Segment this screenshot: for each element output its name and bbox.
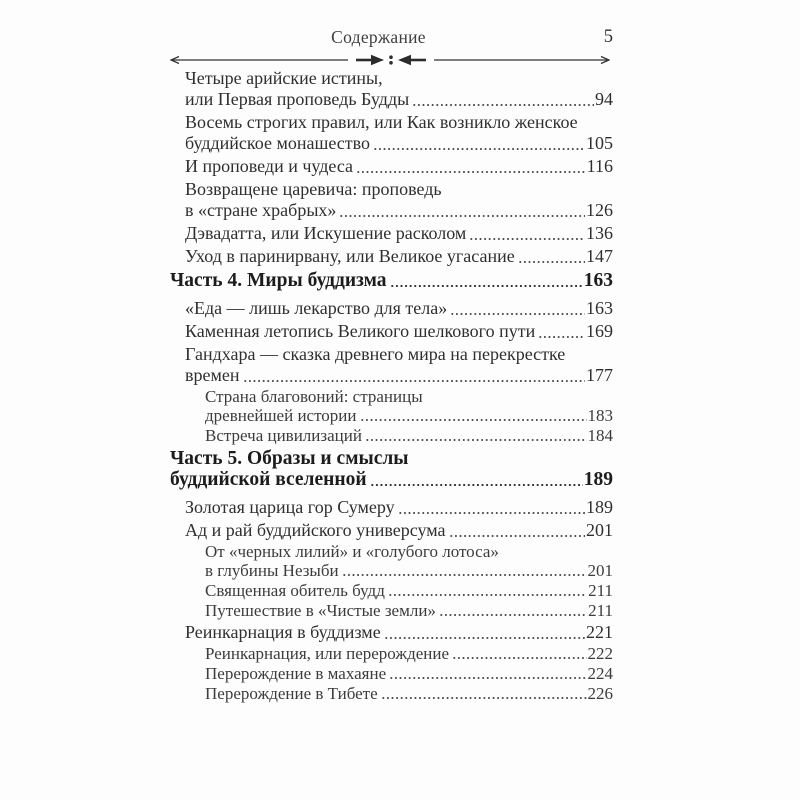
dot-leader xyxy=(365,439,587,441)
toc-entry-title-line: Возвращене царевича: проповедь xyxy=(185,179,442,199)
toc-entry-page-number: 147 xyxy=(586,246,613,266)
toc-entry-page-number: 201 xyxy=(587,561,613,580)
toc-entry xyxy=(205,684,613,703)
toc-entry-last-line xyxy=(185,246,613,267)
toc-entry-page-number: 126 xyxy=(586,200,613,220)
toc-entry-title: Священная обитель будд xyxy=(205,581,385,600)
page-title: Содержание xyxy=(331,27,426,47)
toc-entry-title: «Еда — лишь лекарство для тела» xyxy=(185,298,448,318)
toc-entry xyxy=(185,520,613,541)
toc-entry-title: или Первая проповедь Будды xyxy=(185,89,410,109)
dot-leader xyxy=(390,285,583,287)
toc-entry-page-number: 201 xyxy=(586,520,613,540)
toc-entry-page-number: 136 xyxy=(586,223,613,243)
toc-entry-page-number: 226 xyxy=(587,684,613,703)
toc-entry-title-line: Четыре арийские истины, xyxy=(185,68,383,88)
toc-entry-last-line xyxy=(205,581,613,600)
toc-entry xyxy=(185,622,613,643)
toc-entry-page-number: 224 xyxy=(587,664,613,683)
toc-entry-last-line xyxy=(205,426,613,445)
toc-entry xyxy=(205,542,613,580)
toc-entry-title: Перерождение в махаяне xyxy=(205,664,387,683)
dot-leader xyxy=(384,637,585,639)
running-header xyxy=(170,27,613,51)
header-divider xyxy=(170,52,610,68)
toc-entry-last-line xyxy=(185,497,613,518)
dot-leader xyxy=(356,171,586,173)
toc-entry-page-number: 222 xyxy=(587,644,613,663)
toc-entry-last-line xyxy=(170,469,613,490)
toc-entry xyxy=(185,344,613,386)
toc-entry-title: И проповеди и чудеса xyxy=(185,156,354,176)
dot-leader xyxy=(370,484,583,486)
toc-entry-page-number: 183 xyxy=(587,406,613,425)
toc-entry-last-line xyxy=(185,520,613,541)
toc-entry-title-line: Страна благовоний: страницы xyxy=(205,387,423,406)
toc-entry-last-line xyxy=(185,223,613,244)
toc-entry xyxy=(185,179,613,221)
toc-entry-title: времен xyxy=(185,365,240,385)
toc-entry-title: Ад и рай буддийского универсума xyxy=(185,520,446,540)
toc-entry-page-number: 189 xyxy=(583,469,613,490)
dot-leader xyxy=(381,697,587,699)
toc-entry-last-line xyxy=(205,561,613,580)
toc-entry xyxy=(205,387,613,425)
toc-entry-title: Путешествие в «Чистые земли» xyxy=(205,601,436,620)
toc-entry-last-line xyxy=(205,644,613,663)
toc-entry xyxy=(205,426,613,445)
toc-entry-last-line xyxy=(185,365,613,386)
folio-page-number: 5 xyxy=(603,27,613,47)
toc-entry xyxy=(185,68,613,110)
toc-entry-title: Дэвадатта, или Искушение расколом xyxy=(185,223,467,243)
dot-leader xyxy=(360,419,587,421)
dot-leader xyxy=(373,148,585,150)
toc-entry-page-number: 105 xyxy=(586,133,613,153)
toc-entry-title-line: Восемь строгих правил, или Как возникло женское xyxy=(185,112,578,132)
divider-center-ornament-icon xyxy=(356,55,426,65)
toc-entry-last-line xyxy=(185,133,613,154)
dot-leader xyxy=(469,238,585,240)
toc-entry xyxy=(185,112,613,154)
toc-entry-last-line xyxy=(185,89,613,110)
toc-entry-title: Каменная летопись Великого шелкового пути xyxy=(185,321,536,341)
toc-list xyxy=(170,68,613,703)
dot-leader xyxy=(398,512,585,514)
dot-leader xyxy=(342,574,587,576)
toc-entry-title-line: От «черных лилий» и «голубого лотоса» xyxy=(205,542,499,561)
toc-entry xyxy=(185,156,613,177)
dot-leader xyxy=(518,261,585,263)
toc-entry-last-line xyxy=(185,622,613,643)
dot-leader xyxy=(439,614,587,616)
toc-entry-last-line xyxy=(185,298,613,319)
toc-entry xyxy=(170,270,613,291)
toc-entry-page-number: 221 xyxy=(586,622,613,642)
toc-entry-last-line xyxy=(185,156,613,177)
dot-leader xyxy=(538,336,585,338)
toc-entry-last-line xyxy=(185,321,613,342)
toc-entry xyxy=(185,246,613,267)
toc-entry-title: Реинкарнация, или перерождение xyxy=(205,644,450,663)
dot-leader xyxy=(450,313,585,315)
toc-entry-page-number: 94 xyxy=(595,89,613,109)
dot-leader xyxy=(339,215,585,217)
toc-entry-title-line: Гандхара — сказка древнего мира на перекрестке xyxy=(185,344,566,364)
toc-entry-title-line: Часть 5. Образы и смыслы xyxy=(170,448,409,469)
dot-leader xyxy=(452,657,586,659)
toc-entry-title: Часть 4. Миры буддизма xyxy=(170,270,387,291)
toc-entry xyxy=(205,664,613,683)
dot-leader xyxy=(412,104,594,106)
toc-entry xyxy=(205,601,613,620)
toc-entry-page-number: 211 xyxy=(588,601,613,620)
toc-entry-title: Встреча цивилизаций xyxy=(205,426,362,445)
toc-entry-page-number: 169 xyxy=(586,321,613,341)
toc-entry-title: буддийской вселенной xyxy=(170,469,367,490)
toc-entry-title: Реинкарнация в буддизме xyxy=(185,622,381,642)
toc-entry-title: буддийское монашество xyxy=(185,133,370,153)
toc-entry xyxy=(185,321,613,342)
toc-entry-page-number: 177 xyxy=(586,365,613,385)
toc-entry-page-number: 163 xyxy=(586,298,613,318)
toc-entry-title: в глубины Незыби xyxy=(205,561,339,580)
toc-entry-page-number: 163 xyxy=(583,270,613,291)
toc-entry xyxy=(205,644,613,663)
dot-leader xyxy=(449,535,585,537)
toc-entry xyxy=(170,448,613,490)
toc-entry-last-line xyxy=(205,406,613,425)
toc-entry-title: Уход в паринирвану, или Великое угасание xyxy=(185,246,515,266)
toc-entry-page-number: 116 xyxy=(586,156,613,176)
toc-entry-last-line xyxy=(205,684,613,703)
toc-entry xyxy=(185,223,613,244)
dot-leader xyxy=(388,594,587,596)
toc-entry-title: в «стране храбрых» xyxy=(185,200,337,220)
toc-entry-title: Золотая царица гор Сумеру xyxy=(185,497,395,517)
toc-entry xyxy=(185,298,613,319)
toc-entry-last-line xyxy=(170,270,613,291)
toc-entry-title: Перерождение в Тибете xyxy=(205,684,378,703)
toc-entry-last-line xyxy=(205,664,613,683)
toc-entry-page-number: 189 xyxy=(586,497,613,517)
dot-leader xyxy=(243,380,585,382)
toc-entry-title: древнейшей истории xyxy=(205,406,357,425)
toc-entry-page-number: 184 xyxy=(587,426,613,445)
toc-entry-last-line xyxy=(185,200,613,221)
toc-entry-page-number: 211 xyxy=(588,581,613,600)
toc-entry xyxy=(185,497,613,518)
dot-leader xyxy=(389,677,586,679)
toc-entry xyxy=(205,581,613,600)
toc-entry-last-line xyxy=(205,601,613,620)
